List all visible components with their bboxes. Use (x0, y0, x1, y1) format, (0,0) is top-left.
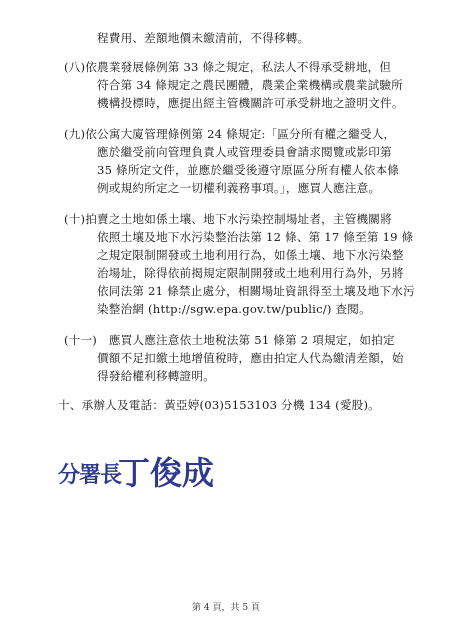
text-line: 依同法第 21 條禁止處分，相關場址資訊得至土壤及地下水污 (97, 284, 415, 298)
page-number: 第 4 頁，共 5 頁 (192, 603, 260, 613)
text-line: 機構投標時，應提出經主管機關許可承受耕地之證明文件。 (97, 96, 404, 110)
text-line: 之規定限制開發或土地利用行為，如係土壤、地下水污染整 (97, 248, 404, 262)
text-line: 應於繼受前向管理負責人或管理委員會請求閱覽或影印第 (97, 145, 392, 159)
text-line: 治場址，除得依前揭規定限制開發或土地利用行為外，另將 (97, 266, 404, 280)
text-line: 例或規約所定之一切權利義務事項。」，應買人應注意。 (97, 181, 381, 195)
text-line: 35 條所定文件，並應於繼受後遵守原區分所有權人依本條 (97, 163, 400, 177)
text-line: 染整治網 (http://sgw.epa.gov.tw/public/) 查閱。 (97, 302, 371, 316)
text-line: (十)拍賣之土地如係土壤、地下水污染控制場址者，主管機關將 (64, 212, 392, 226)
text-line: 程費用、差額地價未繳清前，不得移轉。 (97, 31, 310, 45)
text-line: 得發給權利移轉證明。 (97, 369, 215, 383)
text-line: (九)依公寓大廈管理條例第 24 條規定:「區分所有權之繼受人， (64, 127, 396, 141)
signature-stamp (58, 448, 258, 492)
text-line: 價額不足扣繳土地增值稅時，應由拍定人代為繳清差額，始 (97, 351, 404, 365)
signature-name: 丁俊成 (118, 454, 215, 492)
contact-line: 十、承辦人及電話：黃亞婷(03)5153103 分機 134 (愛股)。 (58, 398, 380, 412)
signature-title: 分署長 (58, 463, 122, 488)
text-line: (十一) 應買人應注意依土地稅法第 51 條第 2 項規定，如拍定 (64, 333, 395, 347)
text-line: 符合第 34 條規定之農民團體，農業企業機構或農業試驗所 (97, 78, 403, 92)
text-line: (八)依農業發展條例第 33 條之規定，私法人不得承受耕地，但 (64, 60, 392, 74)
text-line: 依照土壤及地下水污染整治法第 12 條、第 17 條至第 19 條 (97, 230, 414, 244)
